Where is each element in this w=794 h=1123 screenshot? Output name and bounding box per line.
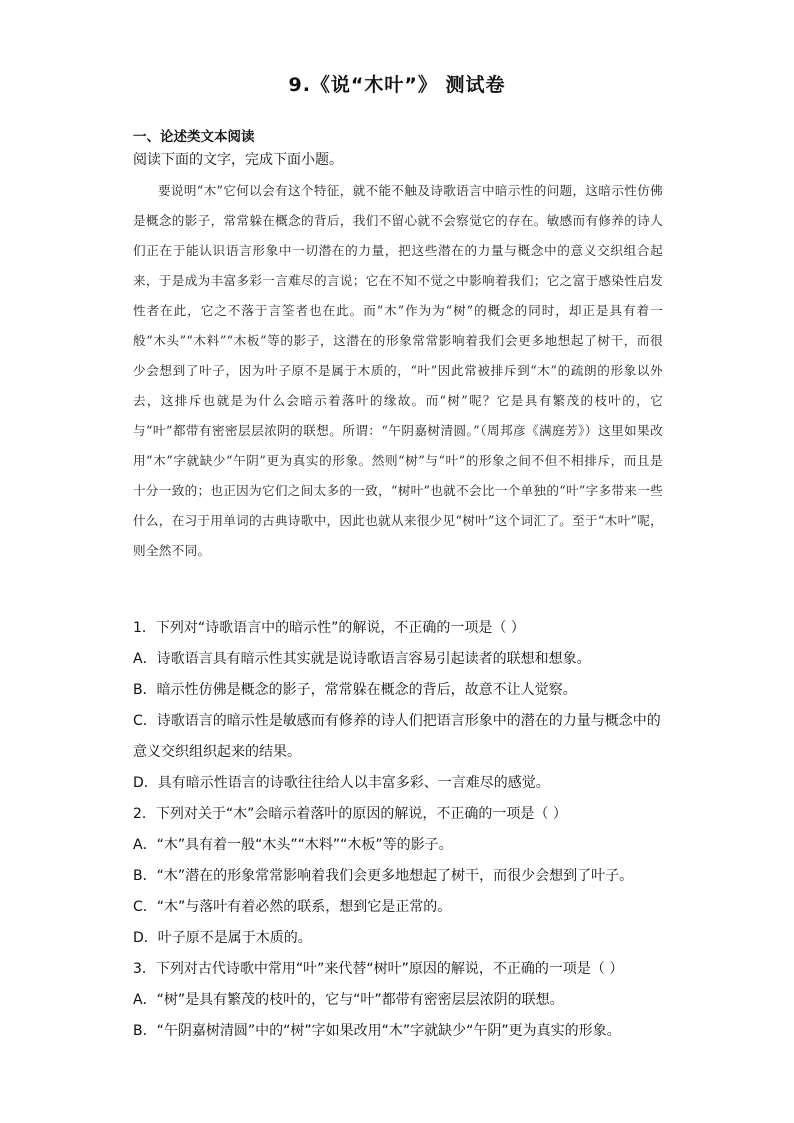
option-d: D．具有暗示性语言的诗歌往往给人以丰富多彩、一言难尽的感觉。 [133, 775, 550, 791]
question-stem: 1．下列对“诗歌语言中的暗示性”的解说，不正确的一项是（ ） [133, 620, 525, 636]
question-stem: 3．下列对古代诗歌中常用“叶”来代替“树叶”原因的解说，不正确的一项是（ ） [133, 961, 624, 977]
reading-instruction: 阅读下面的文字，完成下面小题。 [133, 152, 343, 168]
option-c: C．诗歌语言的暗示性是敏感而有修养的诗人们把语言形象中的潜在的力量与概念中的意义交织组织起来的结果。 [133, 713, 661, 760]
question-3 [133, 954, 673, 1047]
option-c: C．“木”与落叶有着必然的联系，想到它是正常的。 [133, 899, 452, 915]
option-a: A．“树”是具有繁茂的枝叶的，它与“叶”都带有密密层层浓阴的联想。 [133, 992, 564, 1008]
option-a: A．“木”具有着一般“木头”“木料”“木板”等的影子。 [133, 837, 453, 853]
passage-paragraph: 要说明“木”它何以会有这个特征，就不能不触及诗歌语言中暗示性的问题，这暗示性仿佛是概念的影子，常常躲在概念的背后，我们不留心就不会察觉它的存在。敏感而有修养的诗人们正在于能认识语言形象中一切潜在的力量，把这些潜在的力量与概念中的意义交织组合起来，于是成为丰富多彩一言难尽的言说；它在不知不觉之中影响着我们；它之富于感染性启发性者在此，它之不落于言筌者也在此。而“木”作为为“树”的概念的同时，却正是具有着一般“木头”“木料”“木板”等的影子，这潜在的形象常常影响着我们会更多地想起了树干，而很少会想到了叶子，因为叶子原不是属于木质的，“叶”因此常被排斥到“木”的疏朗的形象以外去，这排斥也就是为什么会暗示着落叶的缘故。而“树”呢？它是具有繁茂的枝叶的，它与“叶”都带有密密层层浓阴的联想。所谓：“午阴嘉树清圆。”（周邦彦《满庭芳》）这里如果改用“木”字就缺少“午阴”更为真实的形象。然则“树”与“叶”的形象之间不但不相排斥，而且是十分一致的；也正因为它们之间太多的一致，“树叶”也就不会比一个单独的“叶”字多带来一些什么，在习于用单词的古典诗歌中，因此也就从来很少见“树叶”这个词汇了。至于“木叶”呢，则全然不同。 [133, 183, 663, 558]
question-list [133, 613, 673, 1047]
section-heading: 一、论述类文本阅读 [133, 129, 255, 145]
option-b: B．暗示性仿佛是概念的影子，常常躲在概念的背后，故意不让人觉察。 [133, 682, 577, 698]
page-title: 9.《说“木叶”》 测试卷 [288, 74, 506, 96]
option-d: D．叶子原不是属于木质的。 [133, 930, 312, 946]
question-1 [133, 613, 673, 799]
question-stem: 2．下列对关于“木”会暗示着落叶的原因的解说，不正确的一项是（ ） [133, 806, 567, 822]
reading-passage [133, 176, 663, 566]
option-b: B．“木”潜在的形象常常影响着我们会更多地想起了树干，而很少会想到了叶子。 [133, 868, 634, 884]
option-a: A．诗歌语言具有暗示性其实就是说诗歌语言容易引起读者的联想和想象。 [133, 651, 591, 667]
option-b: B．“午阴嘉树清圆”中的“树”字如果改用“木”字就缺少“午阴”更为真实的形象。 [133, 1023, 621, 1039]
question-2 [133, 799, 673, 954]
